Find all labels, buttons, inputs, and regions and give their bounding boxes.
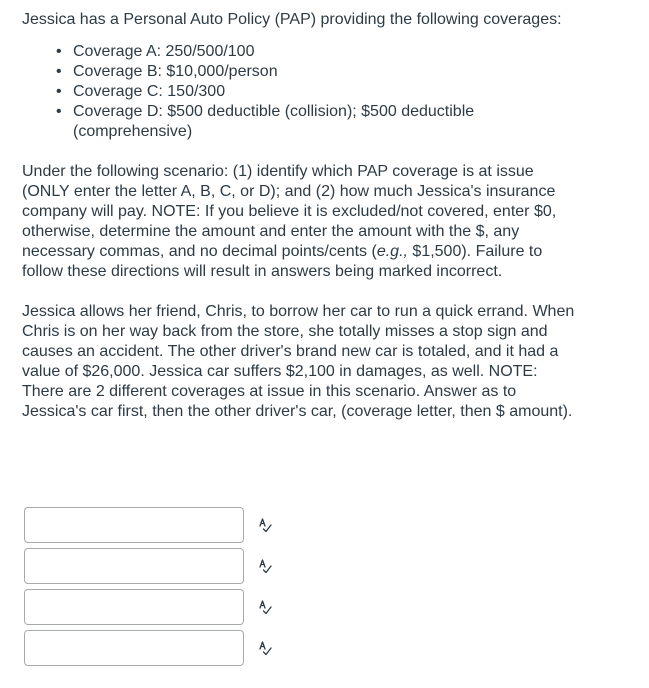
question-instructions xyxy=(22,162,582,282)
answer-fields xyxy=(24,507,284,671)
answer-row xyxy=(24,507,284,544)
question-body xyxy=(22,10,582,422)
list-item: • Coverage C: 150/300 xyxy=(73,82,582,102)
spell-check-icon[interactable] xyxy=(257,517,273,533)
coverage-list xyxy=(22,42,582,142)
answer-input-2[interactable] xyxy=(24,548,244,584)
question-intro: Jessica has a Personal Auto Policy (PAP) providing the following coverages: xyxy=(22,11,562,28)
answer-row xyxy=(24,548,284,585)
answer-row xyxy=(24,630,284,667)
instructions-text: Under the following scenario: (1) identify which PAP coverage is at issue (ONLY enter the letter A, B, C, or D); and (2) how much Jessica's insurance company will pay. NOTE: If you believe it is excluded/not covered, enter $0, otherwise, determine the amount and enter the amount with the $, any necessary commas, and no decimal points/cents ( xyxy=(22,163,557,260)
list-item: • Coverage A: 250/500/100 xyxy=(73,42,582,62)
list-item: • Coverage D: $500 deductible (collision); $500 deductible (comprehensive) xyxy=(73,102,582,142)
instructions-text-end: $1,500). Failure to follow these directions will result in answers being marked incorrect. xyxy=(22,243,543,280)
answer-row xyxy=(24,589,284,626)
answer-input-3[interactable] xyxy=(24,589,244,625)
question-scenario: Jessica allows her friend, Chris, to borrow her car to run a quick errand. When Chris is on her way back from the store, she totally misses a stop sign and causes an accident. The other driver's brand new car is totaled, and it had a value of $26,000. Jessica car suffers $2,100 in damages, as well. NOTE: There are 2 different coverages at issue in this scenario. Answer as to Jessica's car first, then the other driver's car, (coverage letter, then $ amount). xyxy=(22,303,575,420)
spell-check-icon[interactable] xyxy=(257,558,273,574)
spell-check-icon[interactable] xyxy=(257,640,273,656)
answer-input-4[interactable] xyxy=(24,630,244,666)
spell-check-icon[interactable] xyxy=(257,599,273,615)
list-item: • Coverage B: $10,000/person xyxy=(73,62,582,82)
instructions-example: e.g., xyxy=(376,243,408,260)
answer-input-1[interactable] xyxy=(24,507,244,543)
